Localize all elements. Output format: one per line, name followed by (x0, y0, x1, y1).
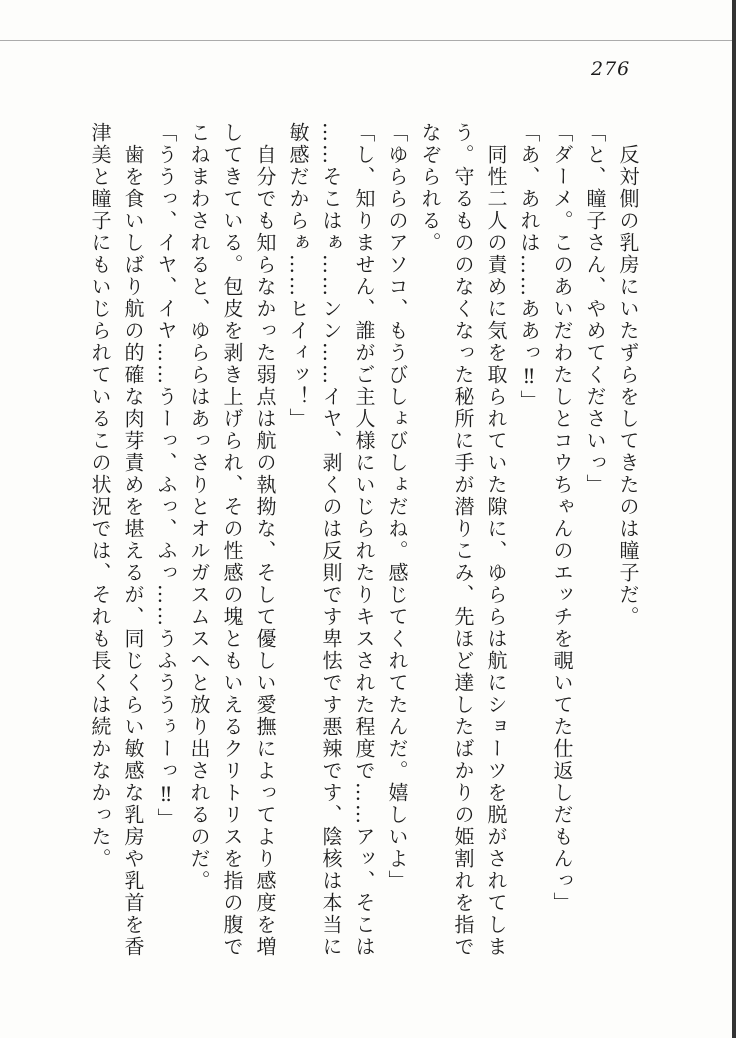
text-column: 反対側の乳房にいたずらをしてきたのは瞳子だ。 (616, 144, 640, 628)
text-column: 「し、知りません、誰がご主人様にいじられたりキスされた程度で……アッ、そこは (352, 122, 376, 958)
page-number: 276 (591, 58, 631, 80)
text-column: 津美と瞳子にもいじられているこの状況では、それも長くは続かなかった。 (88, 122, 112, 870)
text-column: ……そこはぁ……ンン……イヤ、剥くのは反則です卑怯です悪辣です、陰核は本当に (319, 122, 343, 958)
text-column: 「あ、あれは……ああっ‼」 (517, 122, 541, 412)
text-column: してきている。包皮を剥き上げられ、その性感の塊ともいえるクリトリスを指の腹で (220, 122, 244, 958)
text-column: 「と、瞳子さん、やめてくださいっ」 (583, 122, 607, 496)
text-column: 「ゆららのアソコ、もうびしょびしょだね。感じてくれてたんだ。嬉しいよ」 (385, 122, 409, 892)
page-edge-line (732, 0, 736, 1038)
text-column: 「ダーメ。このあいだわたしとコウちゃんのエッチを覗いてた仕返しだもんっ」 (550, 122, 574, 914)
text-column: 敏感だからぁ……ヒイィッ！」 (286, 122, 310, 430)
scan-artifact-line (0, 40, 736, 41)
text-column: う。守るもののなくなった秘所に手が潜りこみ、先ほど達したばかりの姫割れを指で (451, 122, 475, 958)
text-column: 歯を食いしばり航の的確な肉芽責めを堪えるが、同じくらい敏感な乳房や乳首を香 (121, 144, 145, 958)
text-column: こねまわされると、ゆららはあっさりとオルガスムスへと放り出されるのだ。 (187, 122, 211, 892)
text-column: 同性二人の責めに気を取られていた隙に、ゆららは航にショーツを脱がされてしま (484, 144, 508, 958)
text-block (83, 122, 644, 967)
text-column: 自分でも知らなかった弱点は航の執拗な、そして優しい愛撫によってより感度を増 (253, 144, 277, 958)
text-column: なぞられる。 (418, 122, 442, 254)
text-column: 「ううっ、イヤ、イヤ……うーっ、ふっ、ふっ……うふううぅーっ‼」 (154, 122, 178, 830)
